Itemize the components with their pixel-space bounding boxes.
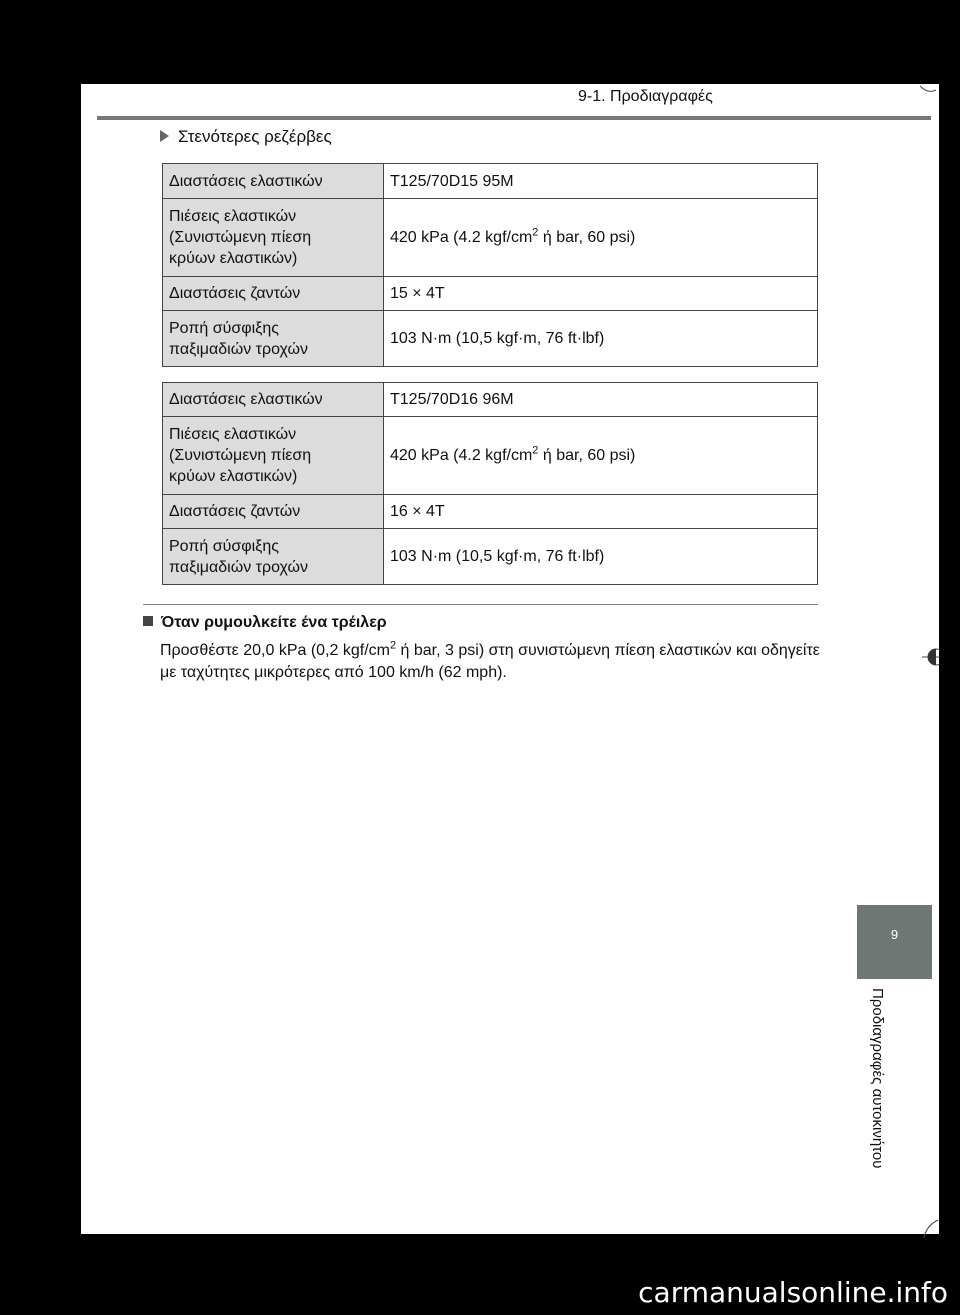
- row-label: [163, 417, 384, 495]
- table-row: [163, 529, 818, 585]
- subsection-title-text: Στενότερες ρεζέρβες: [178, 127, 332, 146]
- row-value: [384, 199, 818, 277]
- table-row: [163, 199, 818, 277]
- chapter-tab: [857, 905, 932, 979]
- label-line: Ροπή σύσφιξης: [169, 537, 279, 555]
- note-body: [160, 640, 820, 684]
- note-title: [143, 614, 387, 632]
- row-value: 15 × 4T: [384, 277, 818, 311]
- crop-mark-icon: [918, 78, 938, 98]
- row-label: [163, 311, 384, 367]
- spec-table-15: [162, 163, 818, 367]
- value-text: 420 kPa (4.2 kgf/cm: [390, 229, 533, 246]
- value-superscript: 2: [532, 226, 539, 239]
- row-label: Διαστάσεις ελαστικών: [163, 383, 384, 417]
- page-header-section: 9-1. Προδιαγραφές: [578, 88, 713, 105]
- row-value: [384, 417, 818, 495]
- label-line: παξιμαδιών τροχών: [169, 340, 308, 358]
- table-row: [163, 164, 818, 199]
- crop-mark-icon: [920, 1218, 940, 1240]
- row-label: Διαστάσεις ζαντών: [163, 277, 384, 311]
- value-text-end: ή bar, 60 psi): [538, 447, 636, 464]
- subsection-title: [160, 127, 332, 147]
- note-title-text: Όταν ρυμουλκείτε ένα τρέιλερ: [161, 614, 387, 631]
- table-row: [163, 277, 818, 311]
- row-label: Διαστάσεις ελαστικών: [163, 164, 384, 199]
- spec-table-16: [162, 382, 818, 585]
- table-row: [163, 495, 818, 529]
- row-value: T125/70D15 95M: [384, 164, 818, 199]
- value-superscript: 2: [532, 444, 539, 457]
- site-watermark: carmanualsonline.info: [638, 1276, 948, 1309]
- header-rule: [97, 116, 931, 120]
- row-value: 16 × 4T: [384, 495, 818, 529]
- chapter-side-label: Προδιαγραφές αυτοκινήτου: [869, 988, 886, 1169]
- note-body-superscript: 2: [389, 639, 397, 652]
- value-text: 420 kPa (4.2 kgf/cm: [390, 447, 533, 464]
- square-bullet-icon: [143, 616, 153, 626]
- row-value: 103 N·m (10,5 kgf·m, 76 ft·lbf): [384, 311, 818, 367]
- table-row: [163, 417, 818, 495]
- value-text-end: ή bar, 60 psi): [538, 229, 636, 246]
- label-line: (Συνιστώμενη πίεση: [169, 447, 312, 464]
- label-line: Πιέσεις ελαστικών: [169, 208, 297, 225]
- label-line: Ροπή σύσφιξης: [169, 319, 279, 337]
- table-row: [163, 311, 818, 367]
- label-line: κρύων ελαστικών): [169, 468, 298, 485]
- label-line: Πιέσεις ελαστικών: [169, 426, 297, 443]
- chapter-number: 9: [890, 927, 899, 942]
- section-divider: [143, 604, 818, 605]
- row-label: [163, 529, 384, 585]
- label-line: (Συνιστώμενη πίεση: [169, 229, 312, 246]
- row-value: T125/70D16 96M: [384, 383, 818, 417]
- row-label: Διαστάσεις ζαντών: [163, 495, 384, 529]
- triangle-bullet-icon: [160, 130, 169, 142]
- row-label: [163, 199, 384, 277]
- row-value: 103 N·m (10,5 kgf·m, 76 ft·lbf): [384, 529, 818, 585]
- label-line: παξιμαδιών τροχών: [169, 558, 308, 576]
- registration-mark-icon: [922, 642, 940, 672]
- label-line: κρύων ελαστικών): [169, 250, 298, 267]
- table-row: [163, 383, 818, 417]
- note-body-text-end: ή bar, 3 psi) στη συνιστώμενη πίεση ελαστικών και οδηγείτε με ταχύτητες μικρότερες από 100 km/h (62 mph).: [160, 642, 820, 681]
- note-body-text: Προσθέστε 20,0 kPa (0,2 kgf/cm: [160, 642, 390, 659]
